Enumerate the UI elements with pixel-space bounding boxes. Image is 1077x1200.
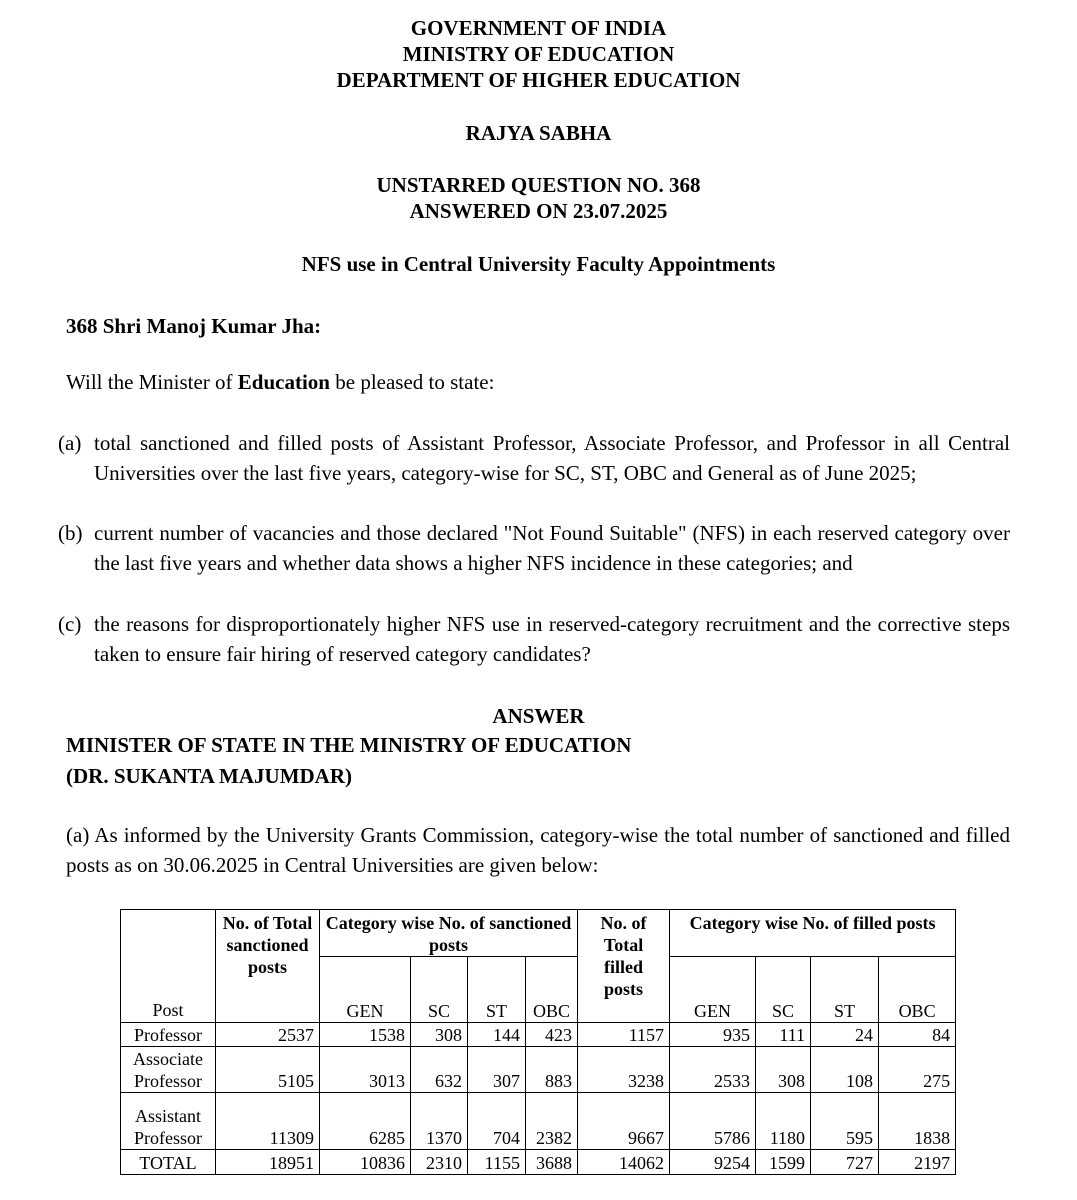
header-department: DEPARTMENT OF HIGHER EDUCATION [336, 68, 741, 92]
minister-title: MINISTER OF STATE IN THE MINISTRY OF EDUCATION [66, 733, 632, 757]
cell-total-filled: 14062 [578, 1150, 670, 1175]
part-label: (b) [58, 521, 83, 545]
answer-para-a: (a) As informed by the University Grants Commission, category-wise the total number of sanctioned and filled posts as on 30.06.2025 in Central Universities are given below: [66, 823, 1010, 877]
post-line: Professor [134, 1128, 202, 1148]
answered-date: ANSWERED ON 23.07.2025 [409, 199, 668, 223]
row-post [121, 1023, 216, 1047]
cell-f-st: 108 [811, 1047, 879, 1093]
f-sc-header: SC [756, 957, 811, 1023]
house-name: RAJYA SABHA [465, 121, 612, 145]
cell-s-st: 144 [468, 1023, 526, 1047]
s-st-header: ST [468, 957, 526, 1023]
cell-total-sanctioned: 18951 [216, 1150, 320, 1175]
part-text: current number of vacancies and those declared "Not Found Suitable" (NFS) in each reserved category over the last five years and whether data shows a higher NFS incidence in these categories; and [94, 521, 1010, 575]
question-number: UNSTARRED QUESTION NO. 368 [376, 173, 701, 197]
cell-s-sc: 1370 [411, 1093, 468, 1150]
cell-s-st: 704 [468, 1093, 526, 1150]
cell-s-obc: 2382 [526, 1093, 578, 1150]
s-obc-header: OBC [526, 957, 578, 1023]
question-part-a [0, 428, 1077, 518]
post-header-cell [121, 910, 216, 1023]
posts-table [120, 909, 956, 1175]
post-line: TOTAL [139, 1153, 197, 1173]
cell-f-st: 595 [811, 1093, 879, 1150]
cell-f-obc: 275 [879, 1047, 956, 1093]
question-part-c [0, 609, 1077, 669]
cell-total-sanctioned: 11309 [216, 1093, 320, 1150]
cell-s-sc: 632 [411, 1047, 468, 1093]
total-sanctioned-header: No. of Total sanctioned posts [216, 910, 320, 1023]
intro-text-end: be pleased to state: [330, 370, 495, 394]
intro-text: Will the Minister of [66, 370, 238, 394]
cell-s-st: 1155 [468, 1150, 526, 1175]
cell-f-sc: 308 [756, 1047, 811, 1093]
cell-f-st: 24 [811, 1023, 879, 1047]
cell-total-sanctioned: 5105 [216, 1047, 320, 1093]
f-gen-header: GEN [670, 957, 756, 1023]
table-row [121, 1047, 956, 1093]
post-line: Assistant [134, 1106, 201, 1126]
header-ministry: MINISTRY OF EDUCATION [402, 42, 675, 66]
post-line: Professor [134, 1071, 202, 1091]
cell-f-gen: 935 [670, 1023, 756, 1047]
cell-f-sc: 1599 [756, 1150, 811, 1175]
post-header: Post [152, 1000, 184, 1020]
answer-heading: ANSWER [492, 704, 585, 728]
cell-f-obc: 84 [879, 1023, 956, 1047]
part-label: (a) [58, 431, 82, 455]
minister-name: (DR. SUKANTA MAJUMDAR) [66, 764, 353, 788]
table-row-total [121, 1150, 956, 1175]
table-row [121, 1093, 956, 1150]
question-asker: 368 Shri Manoj Kumar Jha: [66, 314, 322, 338]
question-intro [66, 367, 494, 397]
cell-s-obc: 883 [526, 1047, 578, 1093]
cell-f-obc: 2197 [879, 1150, 956, 1175]
cell-total-filled: 9667 [578, 1093, 670, 1150]
cell-f-gen: 5786 [670, 1093, 756, 1150]
cell-s-gen: 1538 [320, 1023, 411, 1047]
cell-f-gen: 9254 [670, 1150, 756, 1175]
question-part-b [0, 518, 1077, 608]
cell-s-obc: 423 [526, 1023, 578, 1047]
f-obc-header: OBC [879, 957, 956, 1023]
cell-s-gen: 10836 [320, 1150, 411, 1175]
category-filled-header: Category wise No. of filled posts [670, 910, 956, 957]
cell-s-obc: 3688 [526, 1150, 578, 1175]
cell-f-sc: 111 [756, 1023, 811, 1047]
part-label: (c) [58, 612, 82, 636]
part-text: total sanctioned and filled posts of Assistant Professor, Associate Professor, and Professor in all Central Universities over the last five years, category-wise for SC, ST, OBC and General as of June 2025; [94, 431, 1010, 485]
category-sanctioned-header: Category wise No. of sanctioned posts [320, 910, 578, 957]
row-post [121, 1047, 216, 1093]
cell-s-gen: 6285 [320, 1093, 411, 1150]
cell-total-sanctioned: 2537 [216, 1023, 320, 1047]
table-row [121, 1023, 956, 1047]
cell-s-sc: 2310 [411, 1150, 468, 1175]
header-govt: GOVERNMENT OF INDIA [410, 16, 667, 40]
cell-total-filled: 3238 [578, 1047, 670, 1093]
cell-s-st: 307 [468, 1047, 526, 1093]
cell-f-sc: 1180 [756, 1093, 811, 1150]
post-line: Associate [133, 1049, 203, 1069]
cell-total-filled: 1157 [578, 1023, 670, 1047]
question-subject: NFS use in Central University Faculty Appointments [301, 252, 776, 276]
s-sc-header: SC [411, 957, 468, 1023]
cell-s-gen: 3013 [320, 1047, 411, 1093]
s-gen-header: GEN [320, 957, 411, 1023]
part-text: the reasons for disproportionately higher NFS use in reserved-category recruitment and the corrective steps taken to ensure fair hiring of reserved category candidates? [94, 612, 1010, 666]
intro-ministry: Education [237, 370, 330, 394]
row-post [121, 1093, 216, 1150]
cell-f-gen: 2533 [670, 1047, 756, 1093]
cell-f-st: 727 [811, 1150, 879, 1175]
f-st-header: ST [811, 957, 879, 1023]
cell-s-sc: 308 [411, 1023, 468, 1047]
row-post [121, 1150, 216, 1175]
post-line: Professor [134, 1025, 202, 1045]
cell-f-obc: 1838 [879, 1093, 956, 1150]
total-filled-header: No. of Total filled posts [578, 910, 670, 1023]
